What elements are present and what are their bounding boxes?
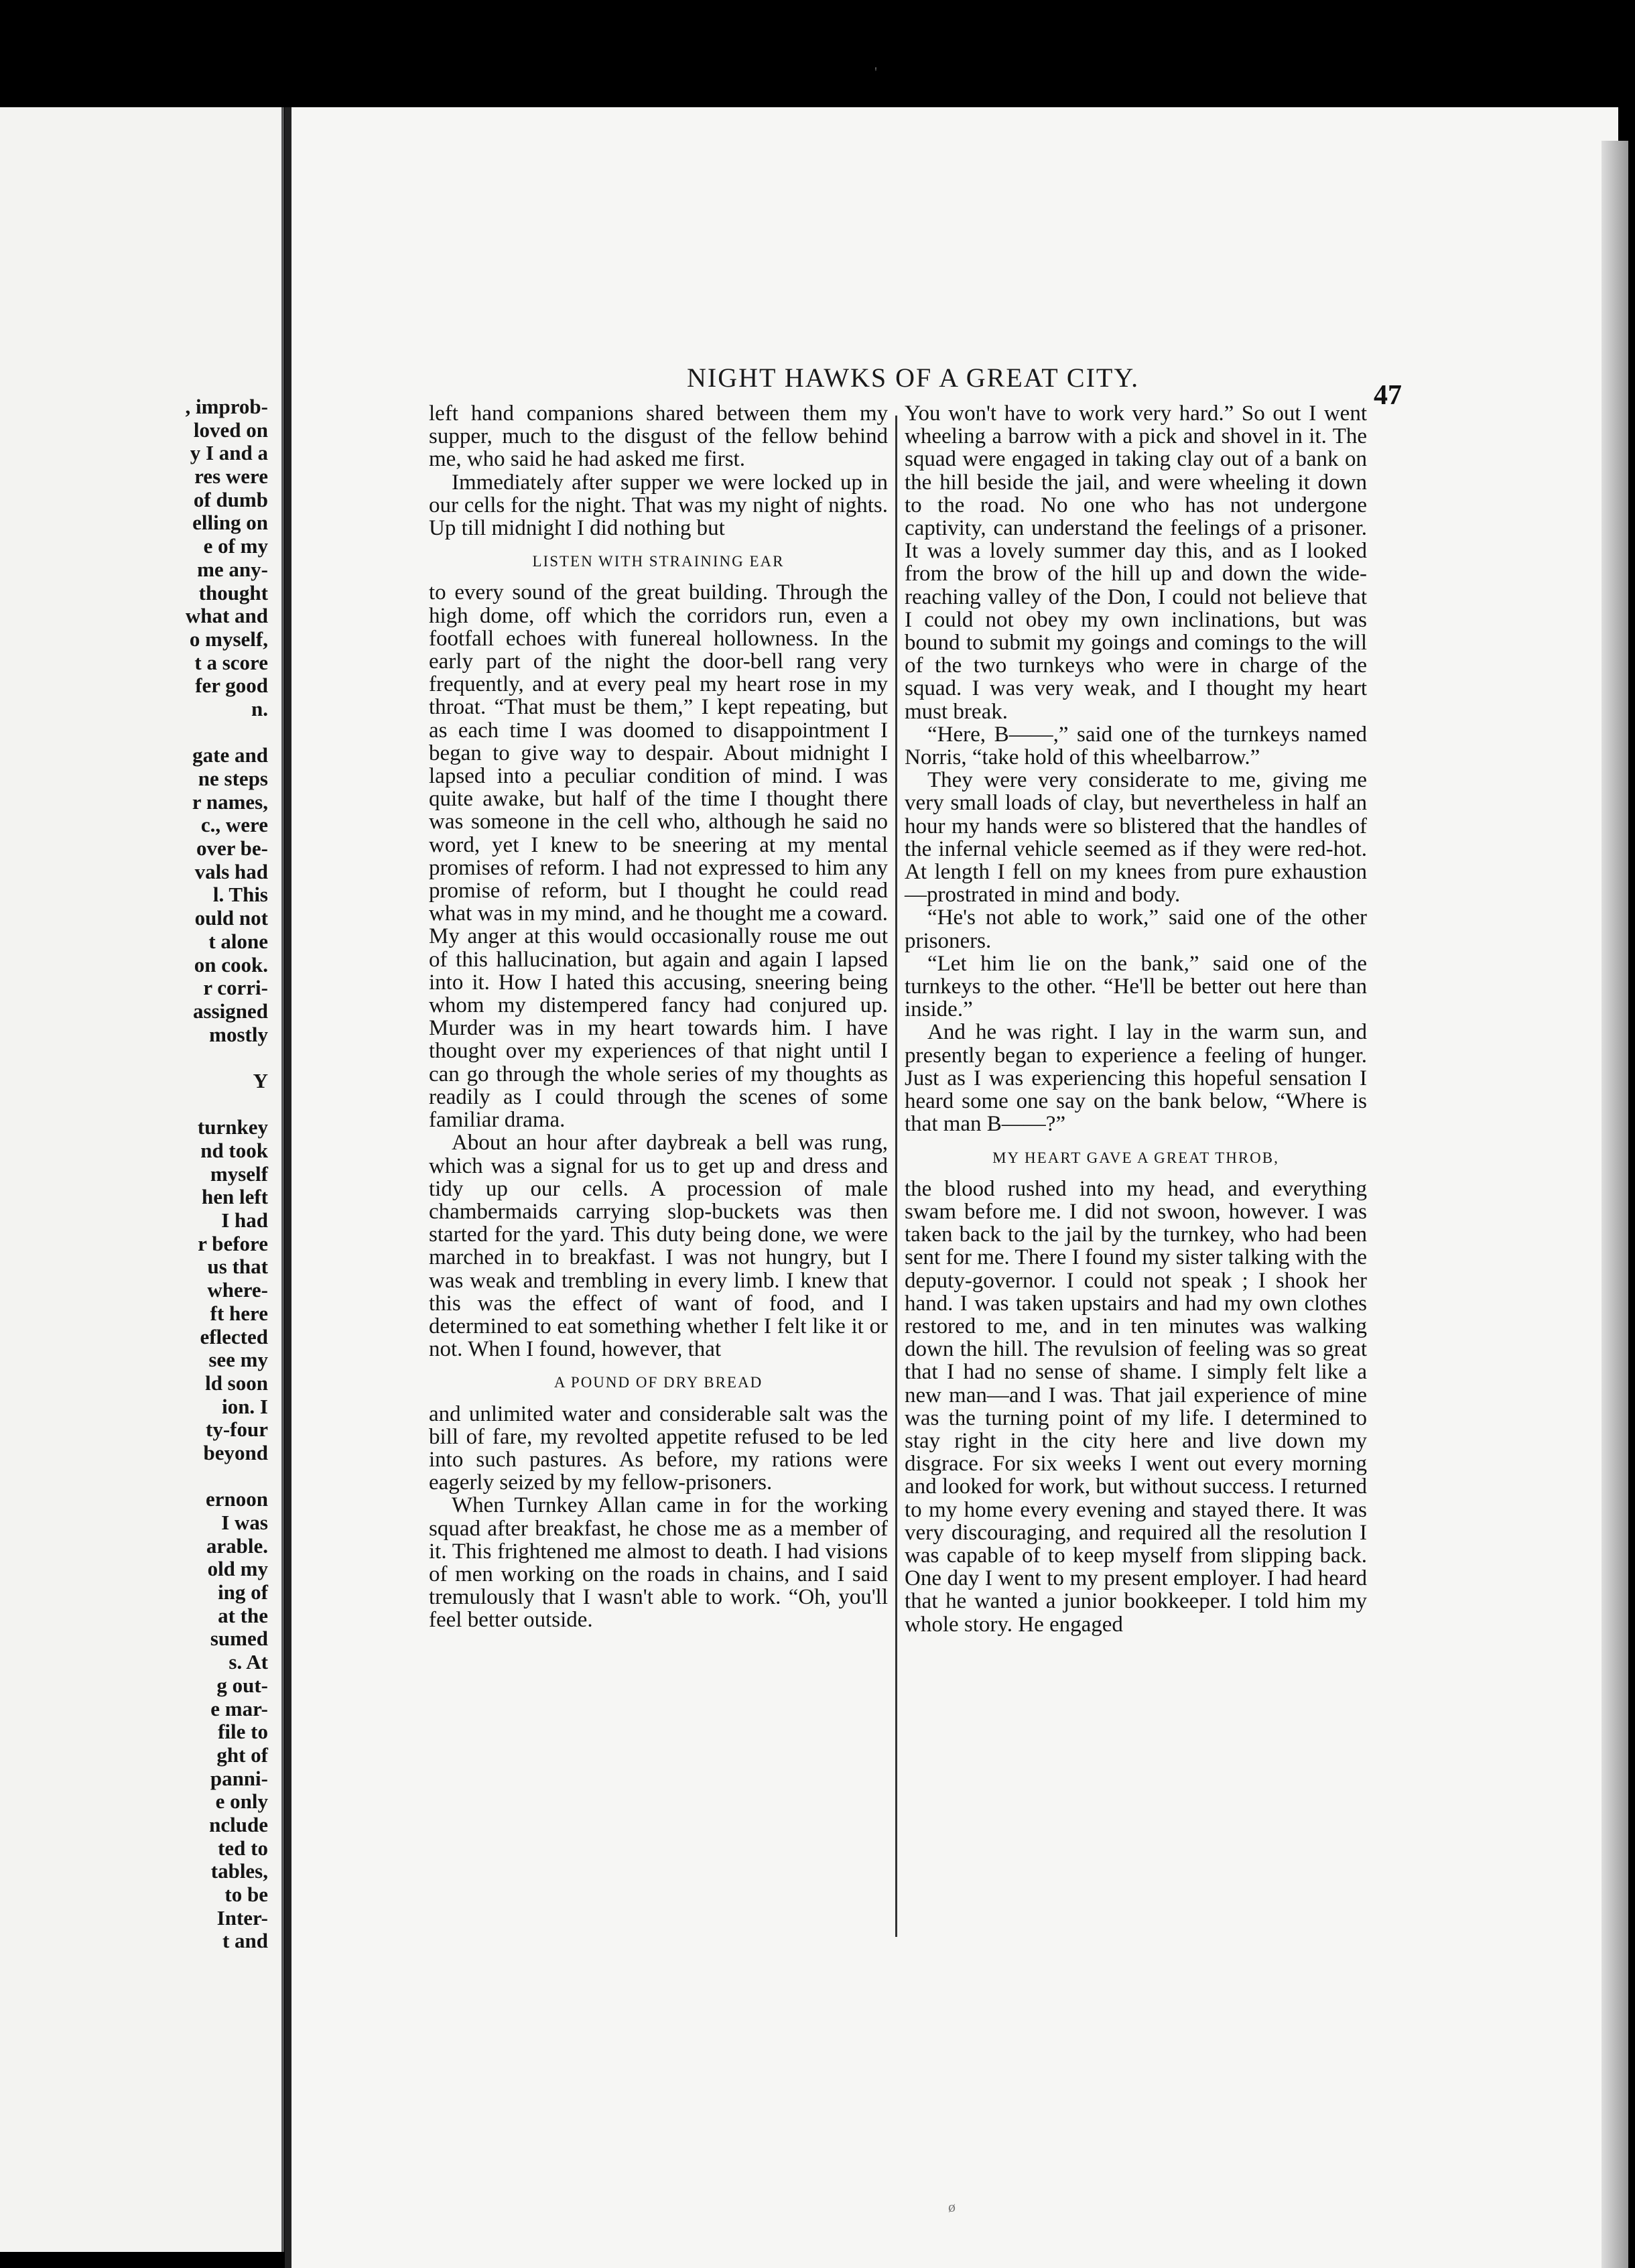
left-page-line: I had: [221, 1208, 268, 1233]
left-page-line: me any-: [197, 557, 268, 581]
paragraph: “He's not able to work,” said one of the other prisoners.: [905, 905, 1367, 953]
left-page-line: nd took: [200, 1139, 268, 1162]
left-page-line: g out-: [216, 1673, 268, 1697]
paragraph: You won't have to work very hard.” So out I went wheeling a barrow with a pick and shovel in it. The squad were engaged in taking clay out of a bank on the hill beside the jail, and were wheeling it down to the road. No one who has not undergone captivity, can understand the feelings of a prisoner. It was a lovely summer day this, and as I looked from the brow of the hill up and down the wide-reaching valley of the Don, I could not believe that I could not obey my own inclinations, but was bound to submit my goings and comings to the will of the two turnkeys who were in charge of the squad. I was very weak, and I thought my heart must break.: [905, 401, 1367, 724]
left-page-line: [0, 1093, 268, 1117]
left-page-line: n.: [251, 696, 268, 720]
left-page-line: t alone: [208, 929, 268, 953]
page-edge: [1601, 141, 1628, 2268]
left-page-line: over be-: [196, 836, 268, 861]
page-number: 47: [1374, 380, 1402, 411]
left-page-line: r corri-: [203, 976, 268, 1000]
left-page-line: hen left: [201, 1185, 268, 1209]
left-page-line: arable.: [206, 1533, 268, 1558]
left-page-line: eflected: [200, 1324, 268, 1348]
top-mark: ': [874, 64, 877, 80]
left-page-line: mostly: [209, 1022, 268, 1046]
left-page-line: ty-four: [206, 1418, 268, 1442]
subheading: LISTEN WITH STRAINING EAR: [532, 553, 785, 570]
paragraph: They were very considerate to me, giving me very small loads of clay, but nevertheless in half an hour my hands were so blistered that the handles of the infernal vehicle seemed as if they were red-hot. At length I fell on my knees from pure exhaustion—prostrated in mind and body.: [905, 768, 1367, 907]
left-page-line: file to: [218, 1720, 268, 1744]
paragraph: and unlimited water and considerable salt was the bill of fare, my revolted appetite refused to be led into such pastures. As before, my rations were eagerly seized by my fellow-prisoners.: [429, 1401, 888, 1495]
left-page-line: gate and: [192, 743, 268, 767]
left-page-line: nclude: [209, 1812, 268, 1836]
left-page-line: ted to: [218, 1836, 268, 1860]
left-page-line: turnkey: [197, 1115, 268, 1139]
left-page-line: sumed: [210, 1627, 268, 1651]
left-page-column: [0, 395, 268, 1953]
column-divider: [895, 416, 897, 1937]
paragraph: Immediately after supper we were locked up in our cells for the night. That was my night of nights. Up till midnight I did nothing but: [429, 470, 888, 541]
left-page: [0, 107, 284, 2252]
left-page-line: where-: [207, 1278, 268, 1302]
paragraph: the blood rushed into my head, and everything swam before me. I did not swoon, however. I was taken back to the jail by the turnkey, who had been sent for me. There I found my sister talking with the deputy-governor. I could not speak ; I shook her hand. I was taken upstairs and had my own clothes restored to me, and in ten minutes was walking down the hill. The revulsion of feeling was so great that I had no sense of shame. I simply felt like a new man—and I was. That jail experience of mine was the turning point of my life. I determined to stay right in the city here and live down my disgrace. For six weeks I went out every morning and looked for work, but without success. I returned to my home every evening and stayed there. It was very discouraging, and required all the resolution I was capable of to keep myself from slipping back. One day I went to my present employer. I had heard that he wanted a junior bookkeeper. I told him my whole story. He engaged: [905, 1176, 1367, 1637]
running-header: NIGHT HAWKS OF A GREAT CITY.: [687, 363, 1140, 393]
left-page-line: t and: [222, 1929, 268, 1953]
left-page-line: r before: [198, 1231, 268, 1255]
left-page-line: ft here: [210, 1301, 268, 1325]
left-page-line: what and: [185, 604, 268, 628]
left-page-line: [0, 1465, 268, 1489]
left-page-line: [0, 721, 268, 745]
paragraph: About an hour after daybreak a bell was rung, which was a signal for us to get up and dress and tidy up our cells. A procession of male chambermaids carrying slop-buckets was then started for the yard. This duty being done, we were marched in to breakfast. I was not hungry, but I was weak and trembling in every limb. I knew that this was the effect of want of food, and I determined to eat something whether I felt like it or not. When I found, however, that: [429, 1131, 888, 1362]
bottom-mark: ø: [948, 2198, 956, 2215]
left-page-line: o myself,: [189, 627, 268, 651]
left-page-line: old my: [207, 1557, 268, 1581]
subheading: MY HEART GAVE A GREAT THROB,: [992, 1149, 1279, 1166]
left-page-line: y I and a: [190, 441, 268, 465]
left-page-line: us that: [207, 1255, 268, 1279]
left-page-line: of dumb: [193, 487, 268, 511]
paragraph: “Here, B——,” said one of the turnkeys named Norris, “take hold of this wheelbarrow.”: [905, 722, 1367, 770]
left-page-line: c., were: [200, 813, 268, 837]
left-page-line: panni-: [210, 1766, 268, 1790]
left-page-line: l. This: [212, 883, 268, 907]
left-page-line: e only: [215, 1789, 268, 1814]
left-page-line: ght of: [216, 1743, 268, 1767]
left-page-line: thought: [198, 580, 268, 605]
left-page-line: r names,: [192, 790, 268, 814]
left-page-line: ion. I: [222, 1394, 268, 1418]
column-1: [429, 402, 888, 1632]
left-page-line: fer good: [195, 674, 268, 698]
paragraph: to every sound of the great building. Through the high dome, off which the corridors run, even a footfall echoes with funereal hollowness. In the early part of the night the door-bell rang very frequently, and at every peal my heart rose in my throat. “That must be them,” I kept repeating, but as each time I was doomed to disappointment I began to give way to despair. About midnight I lapsed into a peculiar condition of mind. I was quite awake, but half of the time I thought there was someone in the cell who, although he said no word, yet I knew to be sneering at my mental promises of reform. I had not expressed to him any promise of reform, but I thought he could read what was in my mind, and he thought me a coward. My anger at this would occasionally rouse me out of this hallucination, but again and again I lapsed into it. How I hated this accusing, sneering being whom my distempered fancy had conjured up. Murder was in my heart towards him. I have thought over my experiences of that night until I can go through the whole series of my thoughts as readily as I could through the scenes of some familiar drama.: [429, 580, 888, 1133]
paragraph: “Let him lie on the bank,” said one of the turnkeys to the other. “He'll be better out here than inside.”: [905, 951, 1367, 1022]
paragraph: left hand companions shared between them my supper, much to the disgust of the fellow behind me, who said he had asked me first.: [429, 401, 888, 472]
left-page-line: myself: [210, 1161, 268, 1186]
left-page-line: beyond: [203, 1440, 268, 1464]
paragraph: When Turnkey Allan came in for the working squad after breakfast, he chose me as a member of it. This frightened me almost to death. I had visions of men working on the roads in chains, and I said tremulously that I wasn't able to work. “Oh, you'll feel better outside.: [429, 1493, 888, 1633]
left-page-line: Inter-: [216, 1905, 268, 1930]
left-page-line: ould not: [194, 906, 268, 930]
left-page-line: , improb-: [185, 395, 268, 418]
left-page-line: ne steps: [198, 767, 268, 790]
subheading: A POUND OF DRY BREAD: [553, 1374, 763, 1391]
left-page-line: on cook.: [194, 952, 268, 976]
left-page-line: at the: [218, 1603, 268, 1627]
left-page-line: s. At: [228, 1650, 268, 1674]
left-page-line: tables,: [210, 1859, 268, 1883]
left-page-line: I was: [221, 1511, 268, 1534]
left-page-line: e mar-: [210, 1696, 268, 1720]
paragraph: And he was right. I lay in the warm sun, and presently began to experience a feeling of hunger. Just as I was experiencing this hopeful sensation I heard some one say on the bank below, “Where is that man B——?”: [905, 1020, 1367, 1137]
left-page-line: elling on: [192, 511, 268, 535]
left-page-line: e of my: [203, 534, 268, 558]
column-2: [905, 402, 1367, 1636]
left-page-line: vals had: [194, 859, 268, 883]
left-page-line: res were: [194, 464, 268, 489]
left-page-line: to be: [224, 1883, 268, 1906]
left-page-line: ernoon: [206, 1487, 268, 1511]
left-page-line: assigned: [193, 999, 268, 1023]
left-page-line: t a score: [194, 650, 268, 674]
left-page-line: [0, 1046, 268, 1070]
left-page-line: ld soon: [205, 1371, 268, 1395]
left-page-line: see my: [208, 1348, 268, 1372]
left-page-line: ing of: [218, 1580, 268, 1604]
left-page-line: Y: [253, 1068, 268, 1092]
left-page-line: loved on: [193, 418, 268, 442]
